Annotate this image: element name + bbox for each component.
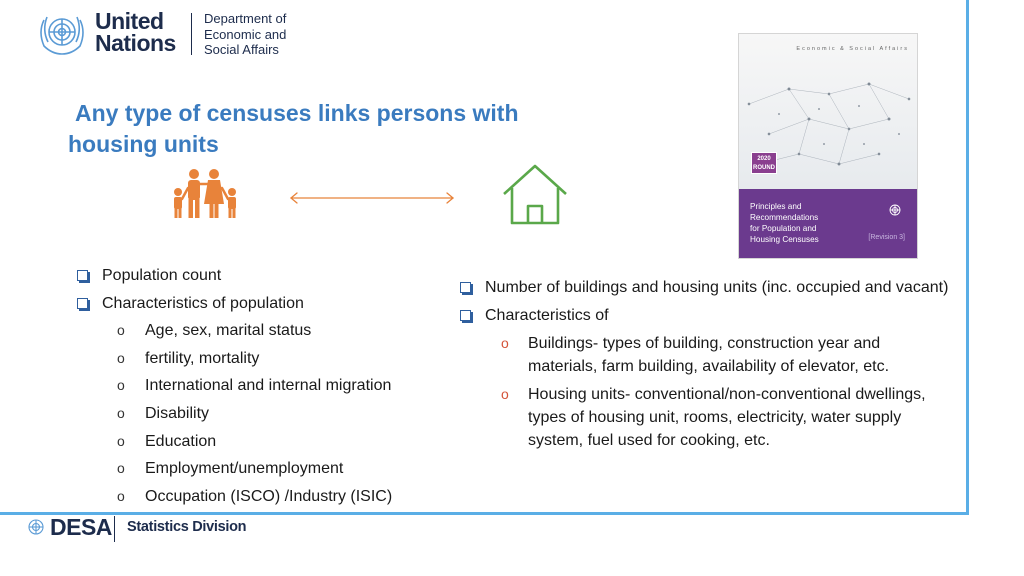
list-item-text: Disability	[145, 404, 210, 422]
family-icon	[166, 168, 244, 220]
book-revision-label: [Revision 3]	[868, 234, 905, 241]
org-name-line1: United	[95, 8, 164, 34]
department-name	[204, 11, 286, 58]
book-title-line4: Housing Censuses	[750, 235, 819, 244]
circle-bullet-icon: o	[501, 386, 509, 402]
list-item	[77, 455, 457, 483]
un-wordmark	[95, 10, 176, 54]
list-item	[77, 290, 457, 318]
list-item	[77, 428, 457, 456]
circle-bullet-icon: o	[117, 404, 125, 421]
list-item	[77, 345, 457, 373]
population-characteristics-list	[77, 262, 457, 510]
department-line1: Department of	[204, 11, 287, 26]
double-arrow-icon	[289, 192, 455, 204]
list-item-text: Occupation (ISCO) /Industry (ISIC)	[145, 487, 393, 505]
list-item-text: Housing units- conventional/non-conventional dwellings, types of housing unit, rooms, electricity, water supply system, fuel used for cooking, etc.	[528, 386, 926, 449]
checkbox-square-icon	[77, 298, 88, 309]
list-item-text: Employment/unemployment	[145, 460, 344, 478]
checkbox-square-icon	[460, 310, 471, 321]
list-item-text: Education	[145, 432, 217, 450]
list-item-text: Age, sex, marital status	[145, 322, 312, 340]
circle-bullet-icon: o	[117, 349, 125, 366]
book-title-line3: for Population and	[750, 224, 817, 233]
slide-title	[68, 98, 638, 160]
list-item	[460, 332, 950, 378]
house-icon	[500, 162, 570, 227]
list-item	[77, 483, 457, 511]
un-emblem-footer-icon	[26, 517, 46, 537]
header-divider	[191, 13, 192, 55]
housing-characteristics-list	[460, 276, 950, 457]
list-item-text: International and internal migration	[145, 377, 392, 395]
org-name-line2: Nations	[95, 30, 176, 56]
book-round-badge	[751, 152, 777, 174]
footer-divider	[114, 516, 115, 542]
list-item-text: Buildings- types of building, construction year and materials, farm building, availability of elevator, etc.	[528, 335, 890, 375]
department-line2: Economic and	[204, 26, 287, 42]
list-item-text: fertility, mortality	[145, 349, 260, 367]
footer-desa-wordmark: DESA	[50, 514, 112, 540]
list-item	[77, 400, 457, 428]
circle-bullet-icon: o	[117, 460, 125, 477]
department-line3: Social Affairs	[204, 42, 279, 57]
frame-bottom-border	[0, 512, 969, 515]
un-emblem-small-icon	[887, 202, 903, 218]
list-item	[460, 383, 950, 452]
book-round-label: ROUND	[753, 165, 775, 171]
list-item-text: Population count	[102, 267, 222, 284]
list-item	[77, 262, 457, 290]
publication-cover-image	[738, 33, 918, 259]
slide-title-line1: Any type of censuses links persons with	[75, 100, 519, 126]
list-item-text: Characteristics of population	[102, 294, 304, 312]
un-emblem-icon	[34, 8, 90, 58]
checkbox-square-icon	[77, 270, 88, 281]
list-item	[460, 304, 950, 327]
circle-bullet-icon: o	[117, 377, 125, 394]
list-item	[77, 372, 457, 400]
book-title	[750, 201, 860, 245]
circle-bullet-icon: o	[501, 335, 509, 351]
book-title-line2: Recommendations	[750, 213, 819, 222]
book-round-year: 2020	[757, 156, 771, 162]
book-series-label: Economic & Social Affairs	[796, 46, 909, 52]
list-item-text: Characteristics of	[485, 307, 609, 324]
slide-title-line2: housing units	[68, 131, 219, 157]
list-item	[77, 317, 457, 345]
circle-bullet-icon: o	[117, 432, 125, 449]
frame-right-border	[966, 0, 969, 514]
checkbox-square-icon	[460, 282, 471, 293]
book-title-line1: Principles and	[750, 202, 802, 211]
list-item	[460, 276, 950, 299]
footer-division-label: Statistics Division	[127, 519, 247, 535]
circle-bullet-icon: o	[117, 487, 125, 504]
circle-bullet-icon: o	[117, 322, 125, 339]
list-item-text: Number of buildings and housing units (inc. occupied and vacant)	[485, 279, 949, 296]
